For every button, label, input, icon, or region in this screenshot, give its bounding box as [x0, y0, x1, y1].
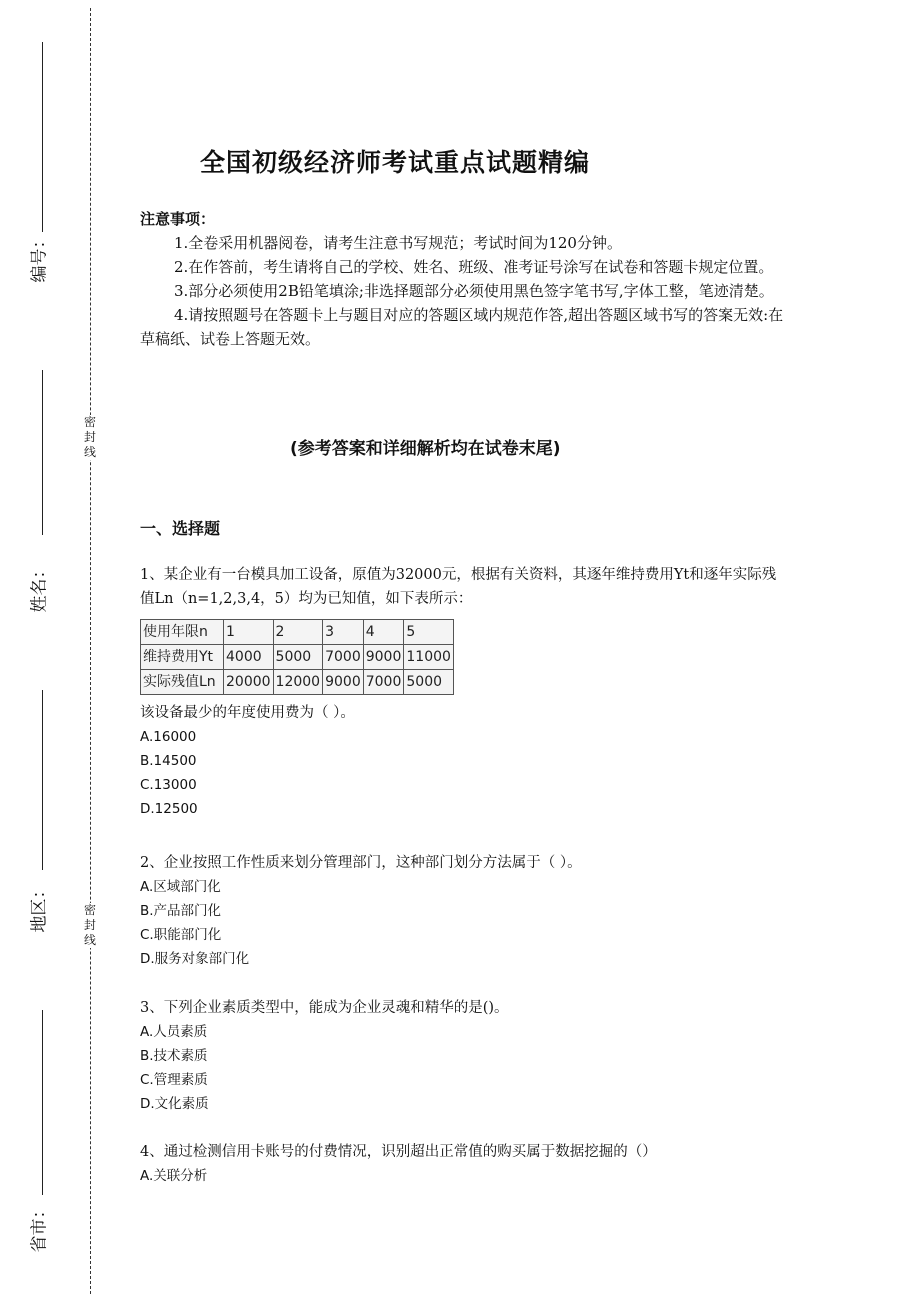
option-d: D.服务对象部门化	[140, 951, 250, 967]
number-field-label: 编号：	[29, 231, 50, 283]
province-field-line	[42, 1010, 43, 1195]
question-prompt: 该设备最少的年度使用费为（ ）。	[140, 705, 355, 721]
province-field-label: 省市：	[29, 1201, 50, 1253]
option-a: A.关联分析	[140, 1168, 208, 1184]
option-a: A.人员素质	[140, 1024, 208, 1040]
instruction-item: 4.请按照题号在答题卡上与题目对应的答题区域内规范作答,超出答题区域书写的答案无效:在草稿纸、试卷上答题无效。	[140, 306, 784, 348]
question-stem: 4、通过检测信用卡账号的付费情况，识别超出正常值的购买属于数据挖掘的（）	[140, 1144, 657, 1160]
question-4	[140, 1140, 790, 1188]
option-c: C.职能部门化	[140, 927, 222, 943]
instruction-item: 2.在作答前，考生请将自己的学校、姓名、班级、准考证号涂写在试卷和答题卡规定位置。	[174, 258, 774, 276]
table-cell: 2	[273, 620, 323, 645]
seal-line-text: 密封线	[83, 415, 96, 459]
table-row	[141, 620, 454, 645]
option-a: A.16000	[140, 729, 197, 745]
seal-line-text: 密封线	[83, 903, 96, 947]
table-row	[141, 645, 454, 670]
table-cell: 实际残值Ln	[141, 670, 224, 695]
question-2	[140, 851, 790, 971]
binding-dashed-line	[90, 8, 91, 1294]
equipment-cost-table	[140, 619, 454, 695]
region-field-label: 地区：	[29, 881, 50, 933]
table-row	[141, 670, 454, 695]
option-b: B.技术素质	[140, 1048, 208, 1064]
instructions	[140, 207, 790, 351]
table-cell: 7000	[363, 670, 404, 695]
instructions-heading: 注意事项：	[140, 210, 216, 228]
table-cell: 4000	[224, 645, 274, 670]
region-field-line	[42, 690, 43, 870]
option-b: B.14500	[140, 753, 197, 769]
name-field-label: 姓名：	[29, 561, 50, 613]
question-1	[140, 563, 790, 821]
table-cell: 9000	[363, 645, 404, 670]
table-cell: 9000	[323, 670, 364, 695]
table-cell: 1	[224, 620, 274, 645]
page-title: 全国初级经济师考试重点试题精编	[200, 148, 591, 177]
question-stem: 3、下列企业素质类型中，能成为企业灵魂和精华的是()。	[140, 1000, 509, 1016]
number-field-line	[42, 42, 43, 232]
option-a: A.区域部门化	[140, 879, 221, 895]
table-cell: 维持费用Yt	[141, 645, 224, 670]
table-cell: 5000	[404, 670, 454, 695]
table-cell: 5000	[273, 645, 323, 670]
table-cell: 12000	[273, 670, 323, 695]
table-cell: 3	[323, 620, 364, 645]
name-field-line	[42, 370, 43, 535]
table-cell: 5	[404, 620, 454, 645]
instruction-item: 3.部分必须使用2B铅笔填涂;非选择题部分必须使用黑色签字笔书写,字体工整，笔迹清楚。	[174, 282, 774, 300]
table-cell: 使用年限n	[141, 620, 224, 645]
instruction-item: 1.全卷采用机器阅卷，请考生注意书写规范；考试时间为120分钟。	[174, 234, 622, 252]
table-cell: 11000	[404, 645, 454, 670]
option-d: D.12500	[140, 801, 198, 817]
answer-location-note: (参考答案和详细解析均在试卷末尾)	[290, 439, 561, 459]
section-title: 一、选择题	[140, 519, 221, 538]
option-c: C.管理素质	[140, 1072, 208, 1088]
question-3	[140, 996, 790, 1116]
option-b: B.产品部门化	[140, 903, 222, 919]
option-d: D.文化素质	[140, 1096, 209, 1112]
table-cell: 7000	[323, 645, 364, 670]
option-c: C.13000	[140, 777, 197, 793]
table-cell: 20000	[224, 670, 274, 695]
table-cell: 4	[363, 620, 404, 645]
question-stem: 1、某企业有一台模具加工设备，原值为32000元，根据有关资料，其逐年维持费用Yt和逐年实际残值Ln（n=1,2,3,4，5）均为已知值，如下表所示：	[140, 567, 777, 607]
question-stem: 2、企业按照工作性质来划分管理部门，这种部门划分方法属于（ ）。	[140, 855, 582, 871]
